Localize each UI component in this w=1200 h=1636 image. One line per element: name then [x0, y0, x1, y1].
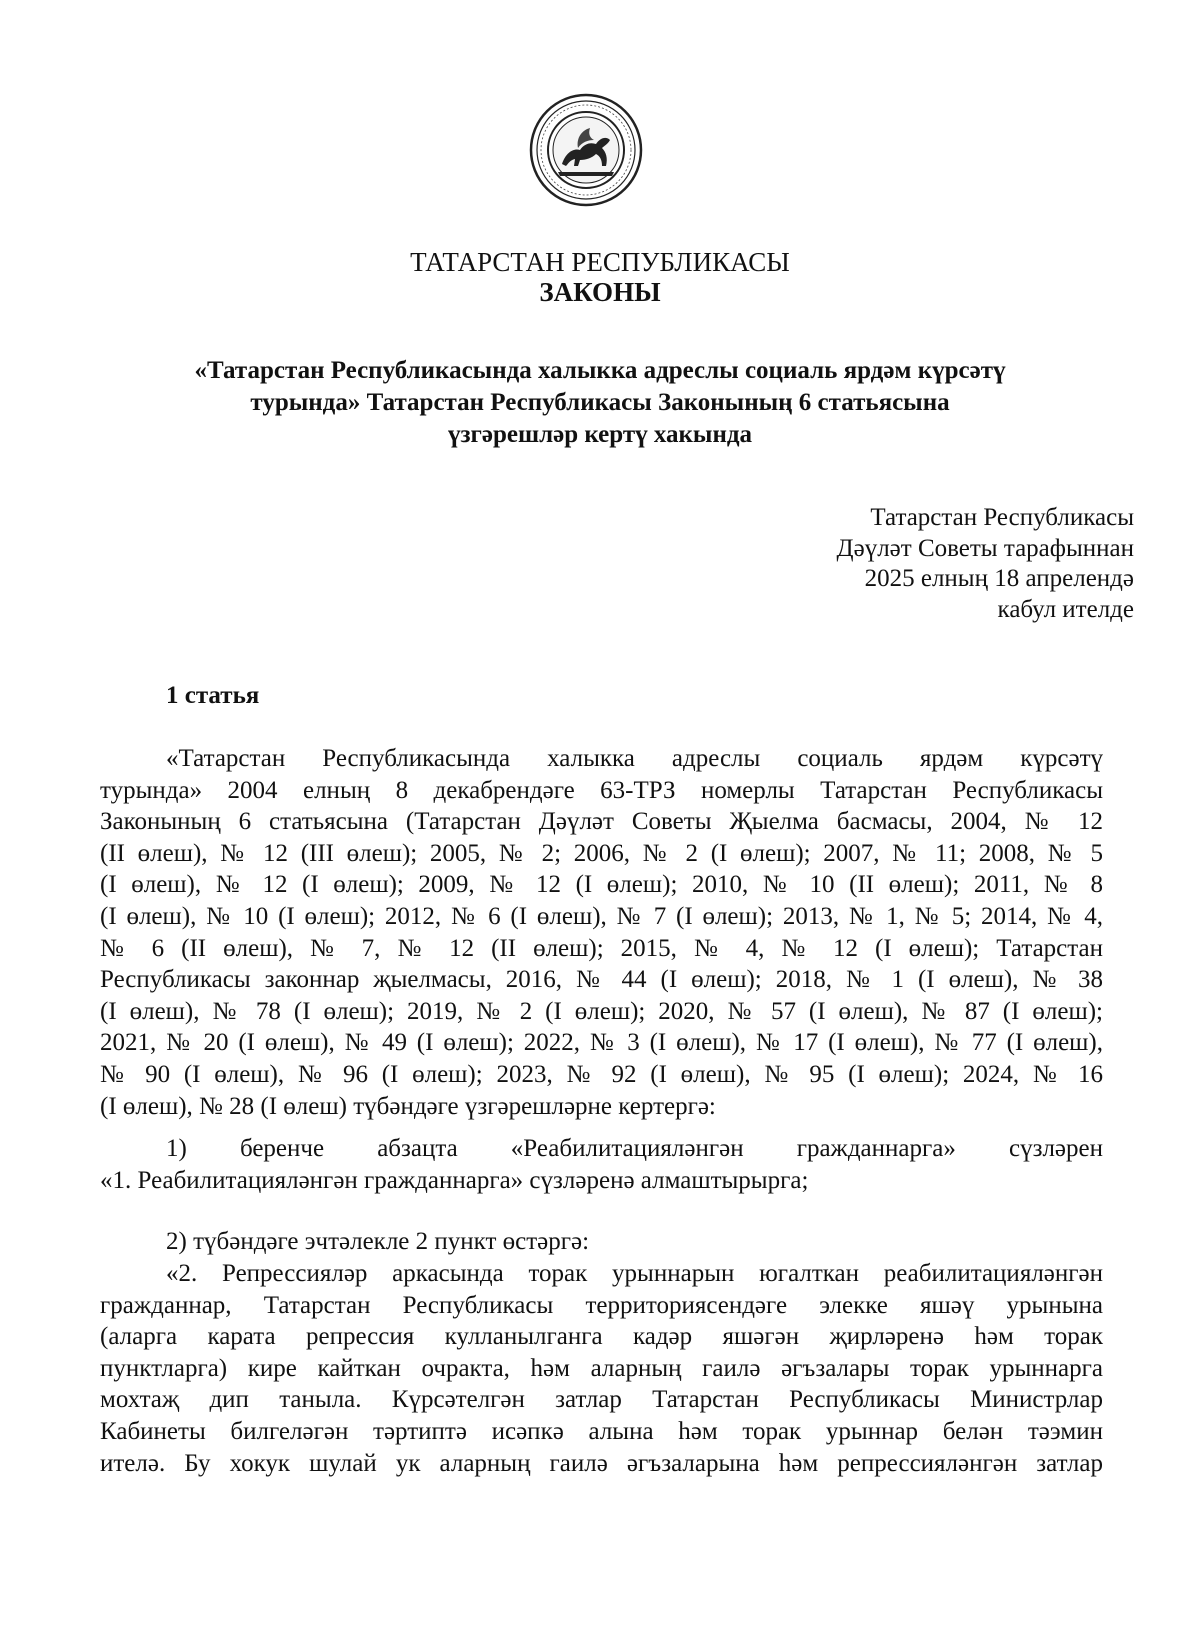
paragraph-line: мохтаҗ дип танылa. Күрсәтелгән затлар Татарстан Республикасы Министрлар	[100, 1386, 1103, 1414]
paragraph-line: Республикасы законнар җыелмасы, 2016, № 44 (I өлеш); 2018, № 1 (I өлеш), № 38	[100, 966, 1103, 994]
article-heading: 1 статья	[166, 682, 260, 709]
paragraph-line: «2. Репрессияләр аркасында торак урыннарын югалткан реабилитацияләнгән	[166, 1260, 1103, 1287]
paragraph-line: «1. Реабилитацияләнгән гражданнарга» сүзләренә алмаштырырга;	[100, 1166, 809, 1194]
law-title-line: үзгәрешләр кертү хакында	[447, 421, 752, 448]
adoption-line: 2025 елның 18 апрелендә	[864, 565, 1134, 592]
paragraph-line: Законының 6 статьясына (Татарстан Дәүләт Советы Җыелма басмасы, 2004, № 12	[100, 808, 1103, 836]
adoption-line: Дәүләт Советы тарафыннан	[836, 534, 1134, 562]
item-2-quote	[100, 1258, 1103, 1479]
item-2-intro	[100, 1226, 1103, 1258]
paragraph-line: (II өлеш), № 12 (III өлеш); 2005, № 2; 2006, № 2 (I өлеш); 2007, № 11; 2008, № 5	[100, 839, 1103, 867]
paragraph-line: (аларга карата репрессия кулланылганга кадәр яшәгән җирләренә һәм торак	[100, 1323, 1103, 1351]
law-title-line: «Татарстан Республикасында халыкка адреслы социаль ярдәм күрсәтү	[194, 357, 1006, 384]
law-title-line: турында» Татарстан Республикасы Законының 6 статьясына	[250, 389, 950, 416]
republic-name: ТАТАРСТАН РЕСПУБЛИКАСЫ	[410, 247, 790, 277]
law-title	[0, 355, 1200, 451]
coat-of-arms-emblem	[528, 92, 644, 208]
paragraph-line: Кабинеты билгеләгән тәртиптә исәпкә алына һәм торак урыннар белән тәэмин	[100, 1417, 1103, 1445]
item-1	[100, 1133, 1103, 1196]
paragraph-line: (I өлеш), № 28 (I өлеш) түбәндәге үзгәрешләрне кертергә:	[100, 1092, 716, 1120]
adoption-line: Татарстан Республикасы	[870, 504, 1134, 531]
paragraph-line: 1) беренче абзацта «Реабилитацияләнгән гражданнарга» сүзләрен	[166, 1135, 1103, 1162]
paragraph-line: турында» 2004 елның 8 декабрендәге 63-ТРЗ номерлы Татарстан Республикасы	[100, 776, 1103, 804]
tatarstan-coat-of-arms-icon	[528, 92, 644, 208]
law-word: ЗАКОНЫ	[539, 277, 661, 307]
main-paragraph	[100, 743, 1103, 1122]
paragraph-line: 2021, № 20 (I өлеш), № 49 (I өлеш); 2022, № 3 (I өлеш), № 17 (I өлеш), № 77 (I өлеш),	[100, 1029, 1103, 1057]
paragraph-line: пунктларга) кире кайткан очракта, һәм аларның гаилә әгъзалары торак урыннарга	[100, 1354, 1103, 1382]
paragraph-line: (I өлеш), № 12 (I өлеш); 2009, № 12 (I өлеш); 2010, № 10 (II өлеш); 2011, № 8	[100, 871, 1103, 899]
adoption-note	[837, 503, 1134, 625]
paragraph-line: (I өлеш), № 10 (I өлеш); 2012, № 6 (I өлеш), № 7 (I өлеш); 2013, № 1, № 5; 2014, № 4,	[100, 902, 1103, 930]
paragraph-line: 2) түбәндәге эчтәлекле 2 пункт өстәргә:	[166, 1228, 590, 1255]
paragraph-line: «Татарстан Республикасында халыкка адреслы социаль ярдәм күрсәтү	[166, 745, 1103, 772]
paragraph-line: (I өлеш), № 78 (I өлеш); 2019, № 2 (I өлеш); 2020, № 57 (I өлеш), № 87 (I өлеш);	[100, 997, 1103, 1025]
paragraph-line: ителә. Бу хокук шулай ук аларның гаилә әгъзаларына һәм репрессияләнгән затлар	[100, 1449, 1103, 1477]
paragraph-line: № 6 (II өлеш), № 7, № 12 (II өлеш); 2015, № 4, № 12 (I өлеш); Татарстан	[100, 934, 1103, 962]
paragraph-line: гражданнар, Татарстан Республикасы территориясендәге элекке яшәү урынына	[100, 1291, 1103, 1319]
paragraph-line: № 90 (I өлеш), № 96 (I өлеш); 2023, № 92 (I өлеш), № 95 (I өлеш); 2024, № 16	[100, 1060, 1103, 1088]
adoption-line: кабул ителде	[997, 595, 1134, 623]
